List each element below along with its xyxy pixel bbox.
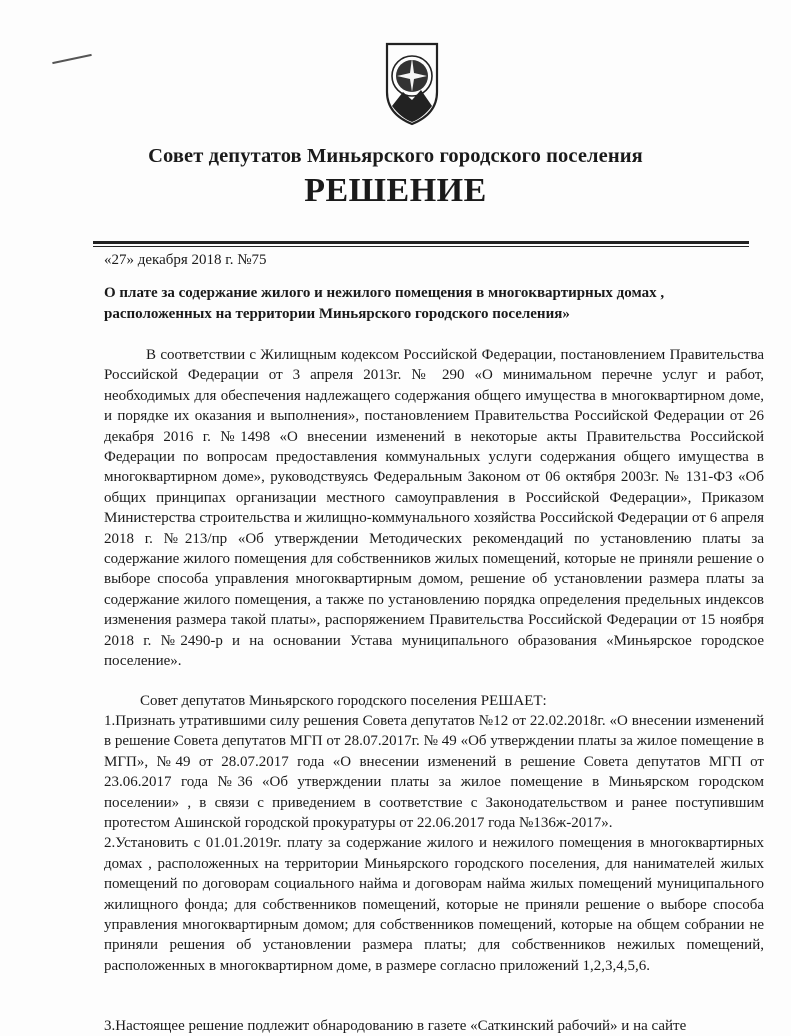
header-divider-thin [93,246,749,247]
resolves-line: Совет депутатов Миньярского городского поселения РЕШАЕТ: [140,693,547,709]
preamble-paragraph: В соответствии с Жилищным кодексом Российской Федерации, постановлением Правительства Российской Федерации от 3 апреля 2013г. № 290 «О минимальном перечне услуг и работ, необходимых для обеспечения надлежащего содержания общего имущества в многоквартирном доме, и порядке их оказания и выполнения», постановлением Правительства Российской Федерации от 26 декабря 2016 г. №1498 «О внесении изменений в некоторые акты Правительства Российской Федерации по вопросам предоставления коммунальных услуги содержания общего имущества в многоквартирном доме», руководствуясь Федеральным Законом от 06 октября 2003г. № 131-ФЗ «Об общих принципах организации местного самоуправления в Российской Федерации», Приказом Министерства строительства и жилищно-коммунального хозяйства Российской Федерации от 6 апреля 2018 г. №213/пр «Об утверждении Методических рекомендаций по установлению платы за содержание жилого помещения для собственников жилых помещений, которые не приняли решение о выборе способа управления многоквартирным домом, решение об установлении размера платы за содержание жилого помещения, а также по установлению порядка определения предельных индексов изменения размера такой платы», распоряжением Правительства Российской Федерации от 15 ноября 2018 г. №2490-р и на основании Устава муниципального образования «Миньярское городское поселение». [104,347,764,670]
scan-artifact [52,54,92,64]
decision-item-2: 2.Установить с 01.01.2019г. плату за содержание жилого и нежилого помещения в многоквартирных домах , расположенных на территории Миньярского городского поселения, для нанимателей жилых помещений по договорам социального найма и договорам найма жилых помещений муниципального жилищного фонда; для собственников помещений, которые не приняли решение о выборе способа управления многоквартирным домом; для собственников помещений, которые на общем собрании не приняли решения об установлении размера платы; для собственников нежилых помещений, расположенных в многоквартирном доме, в размере согласно приложений 1,2,3,4,5,6. [104,835,764,974]
document-subject [104,283,744,325]
cutoff-text: 3.Настоящее решение подлежит обнародованию в газете «Саткинский рабочий» и на сайте [104,1018,687,1034]
council-name: Совет депутатов Миньярского городского поселения [148,145,643,167]
subject-line-1: О плате за содержание жилого и нежилого помещения в многоквартирных домах , [104,285,665,301]
cutoff-line [104,1016,764,1034]
decision-items [104,711,764,976]
header-divider [93,241,749,244]
subject-line-2: расположенных на территории Миньярского городского поселения» [104,306,570,322]
coat-of-arms-icon [383,40,441,128]
decision-item-1: 1.Признать утратившими силу решения Совета депутатов №12 от 22.02.2018г. «О внесении изменений в решение Совета депутатов МГП от 28.07.2017г. № 49 «Об утверждении платы за жилое помещение в МГП», №49 от 28.07.2017 года «О внесении изменений в решение Совета депутатов МГП от 23.06.2017 года №36 «Об утверждении платы за жилое помещение в Миньярском городском поселении» , в связи с приведением в соответствие с Законодательством и ранее поступившим протестом Ашинской городской прокуратуры от 22.06.2017 года №136ж-2017». [104,713,764,832]
date-number: «27» декабря 2018 г. №75 [104,252,267,268]
document-type: РЕШЕНИЕ [304,172,487,209]
